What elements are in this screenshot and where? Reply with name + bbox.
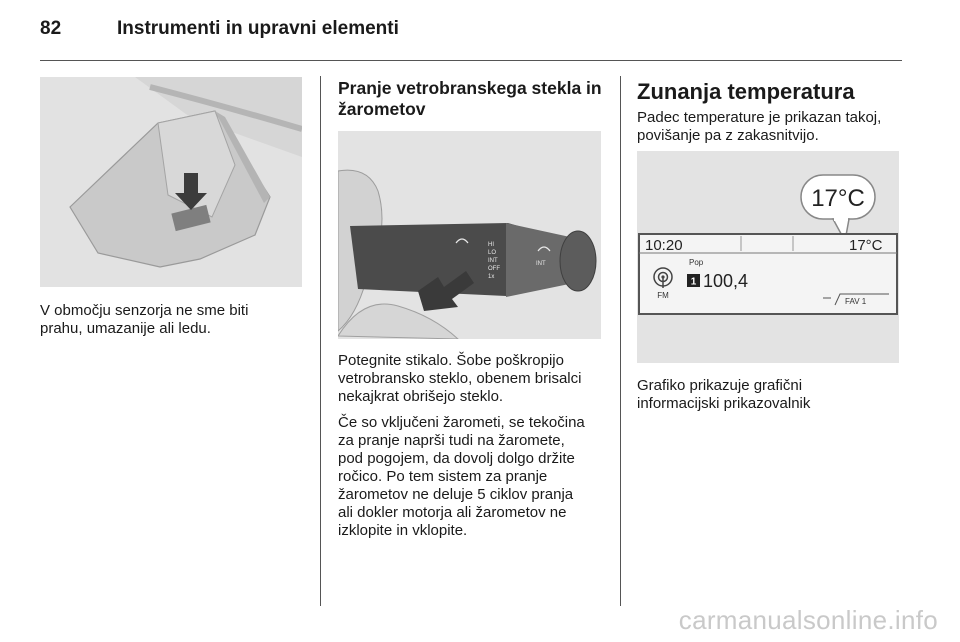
display-clock: 10:20 (645, 237, 683, 254)
column-divider-2 (620, 76, 621, 606)
outside-temp-heading-block (637, 79, 907, 145)
wiper-lever-illustration (338, 131, 601, 339)
lever-label: LO (488, 250, 497, 256)
station-frequency: 100,4 (703, 271, 749, 291)
caption-line: informacijski prikazovalnik (637, 395, 811, 412)
lever-label: 1x (488, 274, 495, 280)
station-name: Pop (689, 258, 704, 267)
washer-heading-block (338, 78, 608, 120)
lever-label: HI (488, 242, 494, 248)
caption-line: povišanje pa z zakasnitvijo. (637, 127, 819, 144)
caption-line: V območju senzorja ne sme biti (40, 302, 249, 319)
page-header-title: Instrumenti in upravni elementi (117, 18, 399, 39)
callout-temperature: 17°C (811, 185, 865, 212)
rain-sensor-illustration (40, 77, 302, 287)
text-line: žarometov ne deluje 5 ciklov pranja (338, 486, 574, 503)
page-number: 82 (40, 18, 62, 39)
text-line: Če so vključeni žarometi, se tekočina (338, 414, 585, 431)
text-line: pod pogojem, da dovolj dolgo držite (338, 450, 575, 467)
rain-sensor-caption (40, 302, 310, 338)
column-divider-1 (320, 76, 321, 606)
display-illustration (637, 151, 899, 363)
heading-line: žarometov (338, 99, 426, 119)
display-caption (637, 377, 907, 413)
text-line: izklopite in vklopite. (338, 522, 468, 539)
rain-sensor-figure (40, 77, 302, 287)
text-line: Potegnite stikalo. Šobe poškropijo (338, 352, 564, 369)
band-label: FM (657, 291, 669, 300)
text-line: za pranje naprši tudi na žaromete, (338, 432, 565, 449)
display-temperature: 17°C (849, 237, 883, 254)
outside-temp-heading: Zunanja temperatura (637, 79, 855, 104)
favourite-label: FAV 1 (845, 297, 867, 306)
text-line: nekajkrat obrišejo steklo. (338, 388, 504, 405)
lever-label: INT (536, 261, 546, 267)
text-line: ročico. Po tem sistem za pranje (338, 468, 548, 485)
lever-label: OFF (488, 266, 500, 272)
caption-line: Grafiko prikazuje grafični (637, 377, 803, 394)
display-figure (637, 151, 899, 363)
caption-line: Padec temperature je prikazan takoj, (637, 109, 882, 126)
text-line: vetrobransko steklo, obenem brisalci (338, 370, 582, 387)
washer-heading (338, 78, 608, 120)
watermark: carmanualsonline.info (678, 605, 938, 635)
preset-number: 1 (690, 276, 697, 288)
text-line: ali dokler motorja ali žarometov ne (338, 504, 567, 521)
washer-text (338, 352, 613, 548)
lever-label: INT (488, 258, 498, 264)
header-rule (40, 60, 902, 61)
wiper-lever-figure (338, 131, 601, 339)
heading-line: Pranje vetrobranskega stekla in (338, 78, 602, 98)
caption-line: prahu, umazanije ali ledu. (40, 320, 211, 337)
washer-paragraph-2 (338, 414, 613, 540)
washer-paragraph-1 (338, 352, 613, 406)
